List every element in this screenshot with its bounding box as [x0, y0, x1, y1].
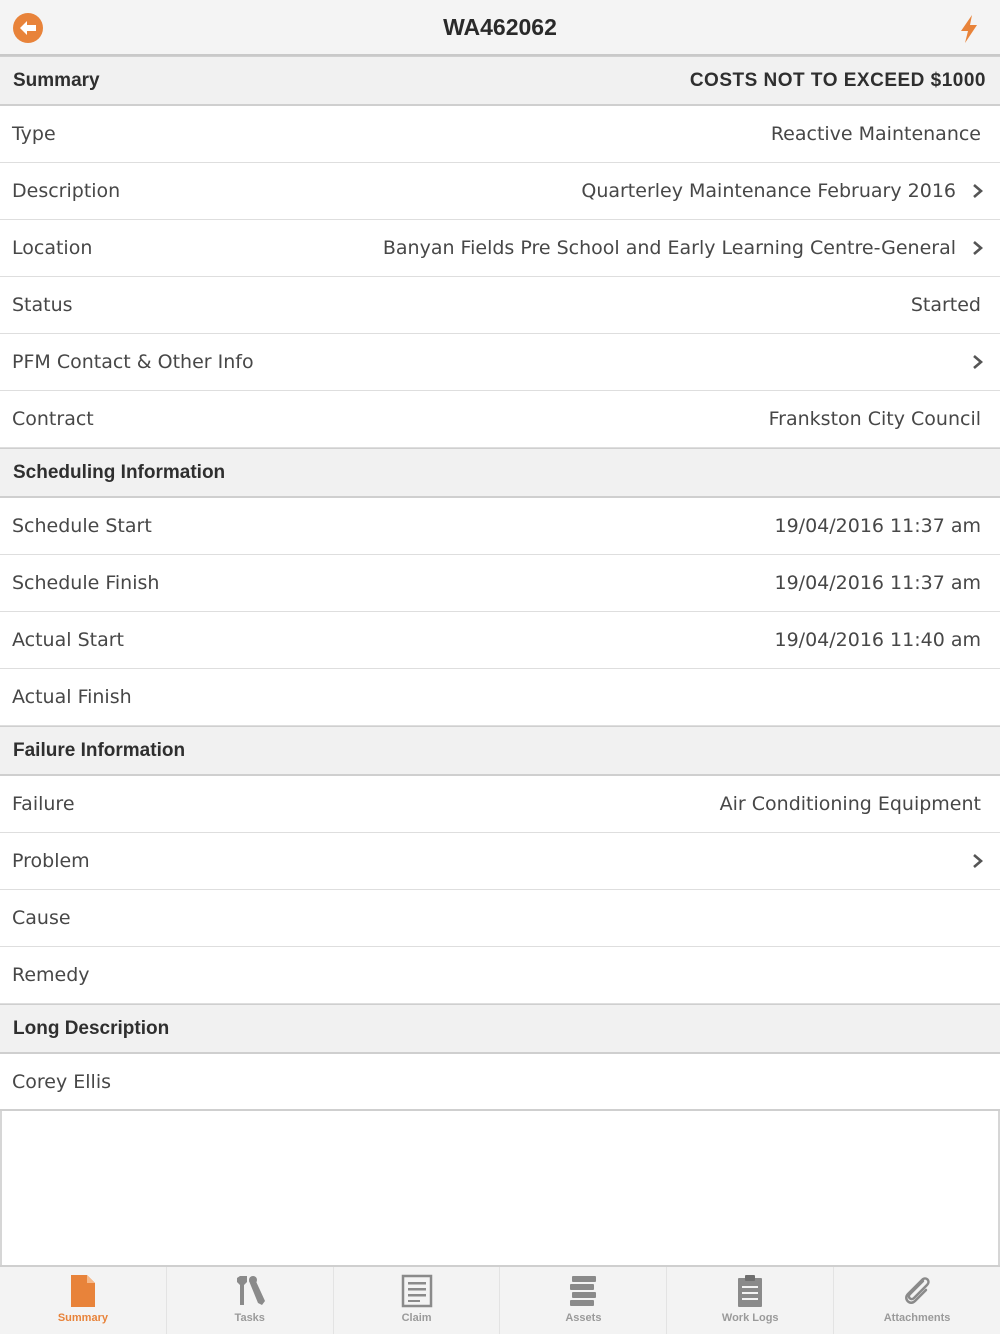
row-problem[interactable] — [0, 833, 1000, 890]
chevron-right-icon — [972, 240, 984, 256]
row-label: Schedule Start — [12, 515, 152, 537]
tab-attachments[interactable] — [834, 1267, 1000, 1334]
section-header-long-description — [0, 1004, 1000, 1054]
section-title: Summary — [13, 70, 100, 91]
row-label: Failure — [12, 793, 75, 815]
row-failure — [0, 776, 1000, 833]
stack-icon — [565, 1273, 601, 1309]
quick-action-button[interactable] — [958, 14, 980, 44]
document-icon — [65, 1273, 101, 1309]
row-value: Banyan Fields Pre School and Early Learning Centre-General — [382, 237, 956, 259]
row-label: Schedule Finish — [12, 572, 160, 594]
row-value: 19/04/2016 11:37 am — [774, 515, 981, 537]
long-description-text: Corey Ellis — [12, 1071, 111, 1093]
section-header-scheduling — [0, 448, 1000, 498]
chevron-right-icon — [972, 853, 984, 869]
tab-claim[interactable] — [334, 1267, 501, 1334]
detail-list — [0, 56, 1000, 1111]
row-schedule-start — [0, 498, 1000, 555]
row-label: PFM Contact & Other Info — [12, 351, 254, 373]
row-pfm-contact[interactable] — [0, 334, 1000, 391]
cost-limit-note: COSTS NOT TO EXCEED $1000 — [689, 70, 986, 91]
paperclip-icon — [899, 1273, 935, 1309]
section-title: Long Description — [13, 1018, 170, 1039]
tools-icon — [232, 1273, 268, 1309]
row-actual-finish — [0, 669, 1000, 726]
row-value: Reactive Maintenance — [770, 123, 981, 145]
row-remedy — [0, 947, 1000, 1004]
tab-tasks[interactable] — [167, 1267, 334, 1334]
row-value: Started — [910, 294, 981, 316]
row-value: Air Conditioning Equipment — [719, 793, 981, 815]
row-schedule-finish — [0, 555, 1000, 612]
section-title: Scheduling Information — [13, 462, 226, 483]
section-header-summary — [0, 56, 1000, 106]
row-value: 19/04/2016 11:40 am — [774, 629, 981, 651]
row-contract — [0, 391, 1000, 448]
row-type — [0, 106, 1000, 163]
section-header-failure — [0, 726, 1000, 776]
row-description[interactable] — [0, 163, 1000, 220]
row-label: Status — [12, 294, 73, 316]
row-label: Type — [12, 123, 56, 145]
chevron-right-icon — [972, 183, 984, 199]
row-value: Frankston City Council — [768, 408, 981, 430]
lightning-bolt-icon[interactable] — [958, 14, 980, 44]
row-long-description — [0, 1054, 1000, 1111]
page-title: WA462062 — [443, 14, 557, 40]
tab-label: Assets — [565, 1312, 602, 1324]
row-label: Actual Start — [12, 629, 124, 651]
tab-label: Attachments — [883, 1312, 951, 1324]
bottom-tab-bar — [0, 1265, 1000, 1334]
row-value: Quarterley Maintenance February 2016 — [581, 180, 956, 202]
chevron-right-icon — [972, 354, 984, 370]
section-title: Failure Information — [13, 740, 186, 761]
tab-label: Tasks — [234, 1312, 265, 1324]
row-label: Actual Finish — [12, 686, 132, 708]
row-location[interactable] — [0, 220, 1000, 277]
tab-label: Work Logs — [721, 1312, 779, 1324]
tab-assets[interactable] — [500, 1267, 667, 1334]
top-bar — [0, 0, 1000, 56]
tab-work-logs[interactable] — [667, 1267, 834, 1334]
tab-summary[interactable] — [0, 1267, 167, 1334]
row-label: Remedy — [12, 964, 90, 986]
clipboard-icon — [732, 1273, 768, 1309]
row-label: Cause — [12, 907, 71, 929]
list-icon — [399, 1273, 435, 1309]
row-label: Problem — [12, 850, 90, 872]
row-label: Contract — [12, 408, 94, 430]
row-actual-start — [0, 612, 1000, 669]
row-status — [0, 277, 1000, 334]
tab-label: Summary — [57, 1312, 108, 1324]
row-label: Description — [12, 180, 121, 202]
tab-label: Claim — [401, 1312, 432, 1324]
row-label: Location — [12, 237, 93, 259]
row-value: 19/04/2016 11:37 am — [774, 572, 981, 594]
row-cause — [0, 890, 1000, 947]
